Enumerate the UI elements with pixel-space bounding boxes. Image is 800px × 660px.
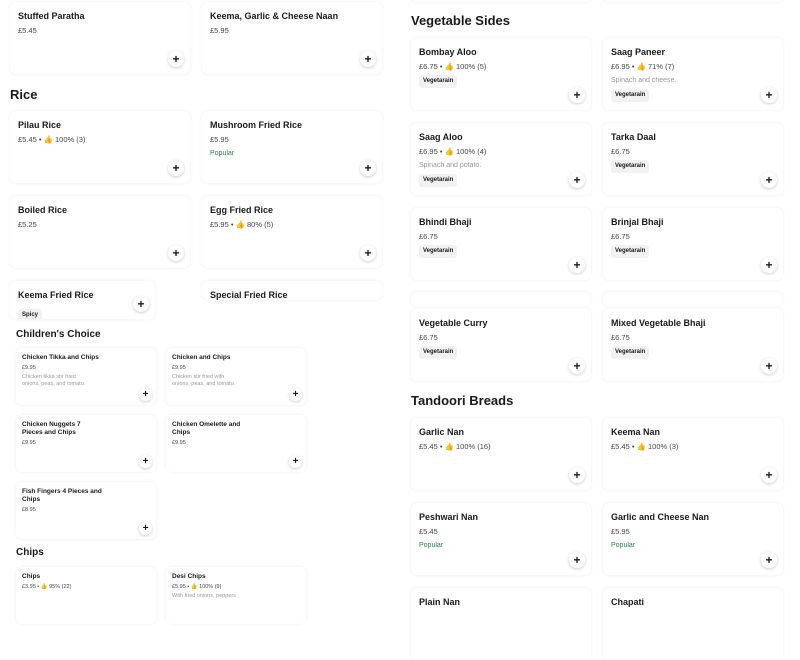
item-title: Keema, Garlic & Cheese Naan bbox=[210, 11, 339, 21]
add-item-button[interactable]: + bbox=[133, 296, 149, 312]
item-price: £5.45 • 👍 100% (3) bbox=[18, 135, 86, 144]
menu-item-card[interactable] bbox=[166, 567, 306, 624]
item-title: Peshwari Nan bbox=[419, 512, 479, 522]
item-tag: Vegetarain bbox=[611, 346, 649, 359]
menu-item-card[interactable] bbox=[202, 196, 382, 268]
item-price: £9.95 bbox=[172, 365, 186, 371]
item-price: £9.95 bbox=[172, 440, 186, 446]
item-name bbox=[419, 512, 478, 551]
clipped-card bbox=[603, 0, 783, 2]
item-price: £6.75 • 👍 100% (5) bbox=[419, 62, 487, 71]
menu-item-card[interactable] bbox=[603, 309, 783, 381]
item-title: Chips bbox=[22, 573, 41, 580]
item-name bbox=[210, 11, 338, 36]
item-tag: Spicy bbox=[18, 309, 42, 319]
add-item-button[interactable]: + bbox=[139, 455, 152, 468]
menu-item-card[interactable] bbox=[603, 418, 783, 490]
menu-item-card[interactable] bbox=[603, 588, 783, 660]
item-name bbox=[419, 47, 486, 88]
menu-item-card[interactable] bbox=[411, 588, 591, 660]
item-description: With fried onions, peppers bbox=[172, 593, 236, 599]
menu-item-card[interactable] bbox=[10, 111, 190, 183]
item-name bbox=[18, 205, 67, 230]
item-name bbox=[419, 427, 491, 452]
section-heading-chips: Chips bbox=[16, 547, 44, 558]
item-price: £9.95 bbox=[22, 365, 36, 371]
popular-badge: Popular bbox=[210, 150, 235, 157]
item-title: Mixed Vegetable Bhaji bbox=[611, 318, 706, 328]
item-price: £5.95 • 👍 100% (9) bbox=[172, 584, 222, 590]
item-title: Bombay Aloo bbox=[419, 47, 477, 57]
item-name bbox=[210, 290, 288, 300]
add-item-button[interactable]: + bbox=[569, 87, 585, 103]
item-name bbox=[22, 573, 102, 591]
clipped-card bbox=[411, 292, 591, 306]
item-tag: Vegetarain bbox=[611, 160, 649, 173]
item-price: £5.45 bbox=[419, 527, 438, 536]
section-heading-childrens-choice: Children's Choice bbox=[16, 329, 101, 340]
item-price: £3.95 • 👍 95% (22) bbox=[22, 584, 72, 590]
item-price: £5.45 • 👍 100% (16) bbox=[419, 442, 491, 451]
item-price: £8.95 bbox=[22, 507, 36, 513]
item-tag: Vegetarain bbox=[419, 75, 457, 88]
item-price: £6.75 bbox=[419, 232, 438, 241]
add-item-button[interactable]: + bbox=[289, 455, 302, 468]
menu-item-card[interactable] bbox=[202, 111, 382, 183]
menu-item-card[interactable] bbox=[166, 415, 306, 472]
item-title: Chicken and Chips bbox=[172, 354, 231, 361]
item-name bbox=[22, 421, 102, 447]
menu-item-card[interactable] bbox=[16, 482, 156, 539]
item-tag: Vegetarain bbox=[611, 89, 649, 102]
item-name bbox=[419, 217, 472, 258]
item-title: Saag Paneer bbox=[611, 47, 666, 57]
item-title: Egg Fried Rice bbox=[210, 205, 274, 215]
item-description: Chicken tikka stir fried onions, peas, and tomato. bbox=[22, 374, 86, 387]
item-title: Vegetable Curry bbox=[419, 318, 488, 328]
popular-badge: Popular bbox=[611, 542, 636, 549]
add-item-button[interactable]: + bbox=[139, 388, 152, 401]
item-title: Desi Chips bbox=[172, 573, 206, 580]
item-name bbox=[611, 512, 709, 551]
item-price: £5.45 bbox=[18, 26, 37, 35]
add-item-button[interactable]: + bbox=[289, 388, 302, 401]
item-price: £6.75 bbox=[611, 333, 630, 342]
item-title: Garlic Nan bbox=[419, 427, 465, 437]
clipped-card bbox=[603, 292, 783, 306]
item-price: £6.95 • 👍 100% (4) bbox=[419, 147, 487, 156]
section-heading-vegetable-sides: Vegetable Sides bbox=[411, 13, 510, 28]
item-name bbox=[172, 421, 252, 447]
item-price: £5.95 bbox=[210, 135, 229, 144]
add-item-button[interactable]: + bbox=[168, 51, 184, 67]
menu-item-card[interactable] bbox=[411, 123, 591, 195]
item-name bbox=[611, 217, 664, 258]
item-price: £6.75 bbox=[611, 147, 630, 156]
item-name bbox=[611, 318, 706, 359]
menu-item-card[interactable] bbox=[202, 281, 382, 300]
item-title: Special Fried Rice bbox=[210, 290, 288, 300]
item-price: £5.95 bbox=[210, 26, 229, 35]
add-item-button[interactable]: + bbox=[569, 358, 585, 374]
menu-item-card[interactable] bbox=[411, 309, 591, 381]
item-tag: Vegetarain bbox=[419, 245, 457, 258]
menu-item-card[interactable] bbox=[16, 415, 156, 472]
item-price: £9.95 bbox=[22, 440, 36, 446]
section-heading-rice: Rice bbox=[10, 87, 38, 102]
item-title: Saag Aloo bbox=[419, 132, 463, 142]
item-tag: Vegetarain bbox=[611, 245, 649, 258]
item-price: £6.95 • 👍 71% (7) bbox=[611, 62, 675, 71]
menu-item-card[interactable] bbox=[411, 208, 591, 280]
item-price: £6.75 bbox=[419, 333, 438, 342]
item-title: Tarka Daal bbox=[611, 132, 656, 142]
item-name bbox=[18, 120, 85, 145]
item-title: Chicken Tikka and Chips bbox=[22, 354, 99, 361]
add-item-button[interactable]: + bbox=[360, 51, 376, 67]
add-item-button[interactable]: + bbox=[569, 257, 585, 273]
item-title: Pilau Rice bbox=[18, 120, 62, 130]
clipped-card bbox=[411, 0, 591, 2]
item-name bbox=[611, 47, 676, 102]
item-name bbox=[172, 354, 252, 388]
item-name bbox=[18, 290, 94, 319]
menu-item-card[interactable] bbox=[603, 38, 783, 110]
item-name bbox=[22, 354, 102, 388]
item-title: Chapati bbox=[611, 597, 645, 607]
add-item-button[interactable]: + bbox=[168, 245, 184, 261]
item-title: Keema Fried Rice bbox=[18, 290, 94, 300]
item-name bbox=[611, 427, 678, 452]
item-name bbox=[611, 132, 656, 173]
add-item-button[interactable]: + bbox=[761, 172, 777, 188]
add-item-button[interactable]: + bbox=[761, 358, 777, 374]
add-item-button[interactable]: + bbox=[139, 522, 152, 535]
item-name bbox=[419, 132, 486, 187]
item-title: Mushroom Fried Rice bbox=[210, 120, 303, 130]
menu-item-card[interactable] bbox=[603, 123, 783, 195]
menu-item-card[interactable] bbox=[10, 281, 155, 319]
item-title: Brinjal Bhaji bbox=[611, 217, 664, 227]
add-item-button[interactable]: + bbox=[761, 467, 777, 483]
add-item-button[interactable]: + bbox=[761, 87, 777, 103]
menu-item-card[interactable] bbox=[202, 2, 382, 74]
menu-item-card[interactable] bbox=[411, 38, 591, 110]
item-name bbox=[419, 597, 460, 608]
menu-item-card[interactable] bbox=[166, 348, 306, 405]
add-item-button[interactable]: + bbox=[569, 552, 585, 568]
item-title: Garlic and Cheese Nan bbox=[611, 512, 710, 522]
item-name bbox=[611, 597, 644, 608]
add-item-button[interactable]: + bbox=[569, 172, 585, 188]
menu-item-card[interactable] bbox=[10, 2, 190, 74]
item-tag: Vegetarain bbox=[419, 346, 457, 359]
item-name bbox=[210, 120, 302, 159]
item-price: £6.75 bbox=[611, 232, 630, 241]
item-title: Boiled Rice bbox=[18, 205, 68, 215]
item-title: Keema Nan bbox=[611, 427, 661, 437]
menu-item-card[interactable] bbox=[603, 503, 783, 575]
item-name bbox=[22, 488, 102, 514]
item-title: Chicken Nuggets 7 Pieces and Chips bbox=[22, 421, 81, 436]
add-item-button[interactable]: + bbox=[360, 160, 376, 176]
item-name bbox=[210, 205, 273, 230]
item-title: Chicken Omelette and Chips bbox=[172, 421, 241, 436]
item-name bbox=[172, 573, 252, 600]
item-tag: Vegetarain bbox=[419, 174, 457, 187]
item-title: Fish Fingers 4 Pieces and Chips bbox=[22, 488, 102, 503]
add-item-button[interactable]: + bbox=[360, 245, 376, 261]
menu-item-card[interactable] bbox=[411, 503, 591, 575]
item-price: £5.45 • 👍 100% (3) bbox=[611, 442, 679, 451]
popular-badge: Popular bbox=[419, 542, 444, 549]
section-heading-tandoori-breads: Tandoori Breads bbox=[411, 393, 514, 408]
add-item-button[interactable]: + bbox=[761, 552, 777, 568]
menu-item-card[interactable] bbox=[16, 567, 156, 624]
item-price: £5.95 • 👍 80% (5) bbox=[210, 220, 274, 229]
item-description: Spinach and cheese. bbox=[611, 77, 677, 84]
add-item-button[interactable]: + bbox=[168, 160, 184, 176]
menu-item-card[interactable] bbox=[16, 348, 156, 405]
menu-item-card[interactable] bbox=[603, 208, 783, 280]
add-item-button[interactable]: + bbox=[569, 467, 585, 483]
item-price: £5.25 bbox=[18, 220, 37, 229]
menu-item-card[interactable] bbox=[411, 418, 591, 490]
item-price: £5.95 bbox=[611, 527, 630, 536]
item-name bbox=[419, 318, 488, 359]
item-title: Bhindi Bhaji bbox=[419, 217, 472, 227]
item-title: Stuffed Paratha bbox=[18, 11, 85, 21]
item-title: Plain Nan bbox=[419, 597, 461, 607]
item-description: Chicken stir fried with onions, peas, and tomato. bbox=[172, 374, 236, 387]
add-item-button[interactable]: + bbox=[761, 257, 777, 273]
item-description: Spinach and potato. bbox=[419, 162, 482, 169]
item-name bbox=[18, 11, 85, 36]
menu-item-card[interactable] bbox=[10, 196, 190, 268]
